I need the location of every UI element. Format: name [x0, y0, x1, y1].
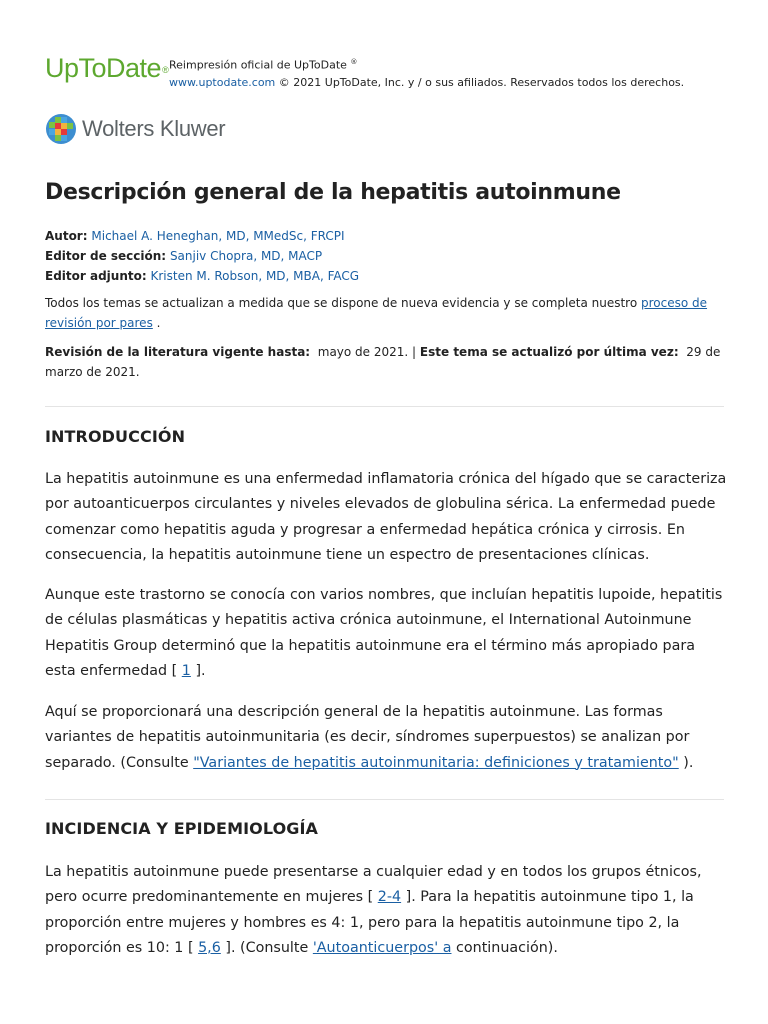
- author-link[interactable]: Michael A. Heneghan, MD, MMedSc, FRCPI: [91, 229, 345, 243]
- section-heading-incidencia: INCIDENCIA Y EPIDEMIOLOGÍA: [45, 819, 319, 838]
- reference-link-2-4[interactable]: 2-4: [377, 889, 402, 906]
- reference-link-5-6[interactable]: 5,6: [198, 939, 221, 956]
- epidemiology-paragraph-1: La hepatitis autoinmune puede presentarse a cualquier edad y en todos los grupos étnicos, pero ocurre predominantemente en mujeres [ 2-4 ]. Para la hepatitis autoinmune tipo 1, la proporción entre mujeres y hombres es 4: 1, pero para la hepatitis autoinmune tipo 2, la proporción es 10: 1 [ 5,6 ]. (Consulte 'Autoanticuerpos' a continuación).: [45, 864, 702, 956]
- reprint-header: [45, 52, 725, 92]
- autoanticuerpos-section-link[interactable]: 'Autoanticuerpos' a: [312, 939, 452, 956]
- intro-paragraph-3: Aquí se proporcionará una descripción general de la hepatitis autoinmune. Las formas variantes de hepatitis autoinmunitaria (es decir, síndromes superpuestos) se analizan por separado. (Consulte "Variantes de hepatitis autoinmunitaria: definiciones y tratamiento" ).: [45, 704, 694, 771]
- author-row: Autor: Michael A. Heneghan, MD, MMedSc, FRCPI: [45, 229, 345, 243]
- section-divider: [45, 799, 724, 800]
- intro-paragraph-1: La hepatitis autoinmune es una enfermedad inflamatoria crónica del hígado que se caracteriza por autoanticuerpos circulantes y niveles elevados de globulina sérica. La enfermedad puede comenzar como hepatitis aguda y progresar a enfermedad hepática crónica y cirrosis. En consecuencia, la hepatitis autoinmune tiene un espectro de presentaciones clínicas.: [45, 471, 727, 563]
- review-dates: Revisión de la literatura vigente hasta: mayo de 2021. | Este tema se actualizó por última vez: 29 de marzo de 2021.: [45, 345, 721, 379]
- update-note: Todos los temas se actualizan a medida que se dispone de nueva evidencia y se completa nuestro proceso de revisión por pares .: [45, 296, 708, 330]
- variants-topic-link[interactable]: "Variantes de hepatitis autoinmunitaria: definiciones y tratamiento": [193, 754, 679, 771]
- section-heading-introduccion: INTRODUCCIÓN: [45, 427, 186, 446]
- reprint-notice: Reimpresión oficial de UpToDate ® www.uptodate.com © 2021 UpToDate, Inc. y / o sus afiliados. Reservados todos los derechos.: [169, 58, 685, 89]
- author-list: [45, 226, 359, 286]
- peer-review-link[interactable]: proceso de revisión por pares: [45, 296, 708, 330]
- section-editor-row: Editor de sección: Sanjiv Chopra, MD, MACP: [45, 249, 323, 263]
- deputy-editor-row: Editor adjunto: Kristen M. Robson, MD, MBA, FACG: [45, 269, 360, 283]
- section-editor-link[interactable]: Sanjiv Chopra, MD, MACP: [169, 249, 323, 263]
- wolters-kluwer-mosaic-icon: [45, 113, 77, 145]
- uptodate-site-link[interactable]: www.uptodate.com: [169, 75, 276, 89]
- copyright-text: © 2021 UpToDate, Inc. y / o sus afiliados. Reservados todos los derechos.: [278, 75, 685, 89]
- intro-paragraph-2: Aunque este trastorno se conocía con varios nombres, que incluían hepatitis lupoide, hepatitis de células plasmáticas y hepatitis activa crónica autoinmune, el International Autoinmune Hepatitis Group determinó que la hepatitis autoinmune era el término más apropiado para esta enfermedad [ 1 ].: [45, 587, 723, 679]
- uptodate-logo: UpToDate®: [45, 53, 169, 83]
- reference-link-1[interactable]: 1: [181, 662, 191, 679]
- deputy-editor-link[interactable]: Kristen M. Robson, MD, MBA, FACG: [150, 269, 360, 283]
- section-divider: [45, 406, 724, 407]
- article-title: Descripción general de la hepatitis autoinmune: [45, 180, 621, 205]
- publisher-name: Wolters Kluwer: [82, 116, 226, 141]
